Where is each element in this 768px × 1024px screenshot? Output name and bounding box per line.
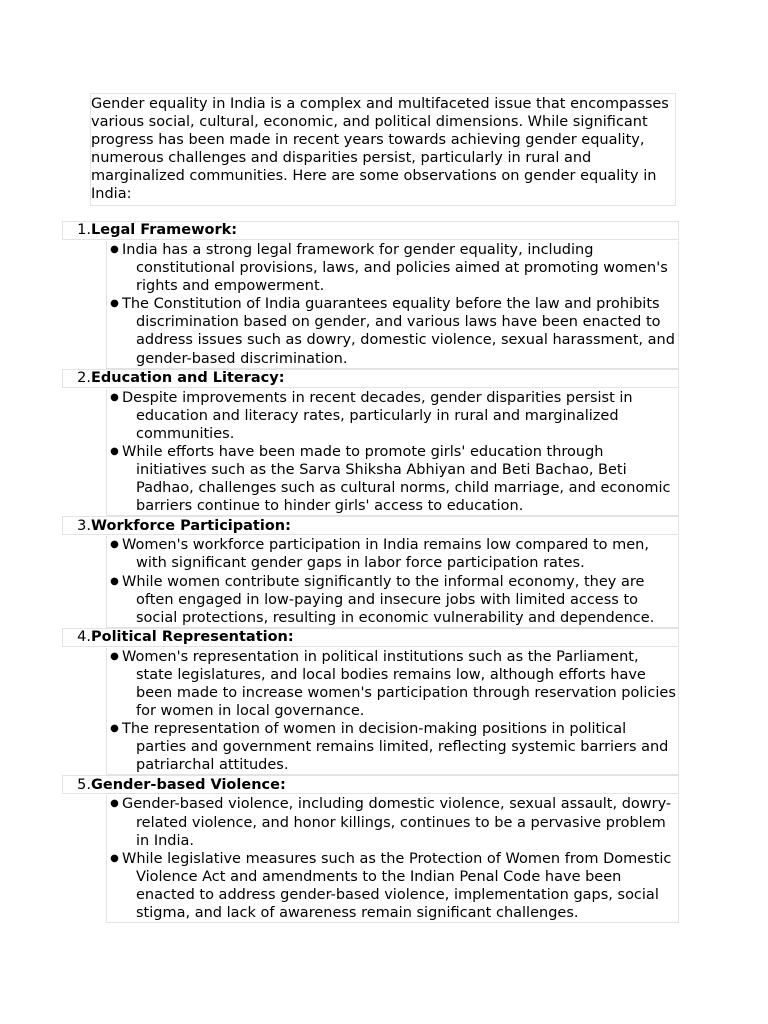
list-section (62, 628, 679, 776)
bullet-text: While women contribute significantly to the informal economy, they are often engaged in low-paying and insecure jobs with limited access to social protections, resulting in economic vulnerability and dependence. (122, 573, 655, 626)
section-header (62, 369, 679, 388)
section-header (62, 628, 679, 647)
bullet-text: The Constitution of India guarantees equality before the law and prohibits discrimination based on gender, and various laws have been enacted to address issues such as dowry, domestic violence, sexual harassment, and gender-based discrimination. (122, 296, 675, 367)
list-item (107, 295, 678, 367)
observations-list (62, 221, 679, 923)
bullet-text: Despite improvements in recent decades, gender disparities persist in education and literacy rates, particularly in rural and marginalized communities. (122, 389, 633, 442)
bullet-list (106, 241, 679, 369)
list-item (107, 648, 678, 720)
section-number: 2. (77, 370, 91, 387)
section-header (62, 221, 679, 240)
bullet-icon: ● (110, 650, 119, 662)
bullet-text: Women's representation in political institutions such as the Parliament, state legislatures, and local bodies remains low, although efforts have been made to increase women's participation through reservation policies for women in local governance. (122, 648, 676, 720)
section-title: Gender-based Violence: (91, 776, 286, 793)
section-title: Education and Literacy: (91, 370, 285, 387)
bullet-list (106, 536, 679, 627)
list-section (62, 369, 679, 517)
section-number: 3. (77, 517, 91, 534)
list-item (107, 850, 678, 922)
list-item (107, 573, 678, 627)
bullet-icon: ● (110, 445, 119, 457)
bullet-icon: ● (110, 723, 119, 735)
section-title: Legal Framework: (91, 222, 238, 239)
bullet-icon: ● (110, 798, 119, 810)
list-section (62, 516, 679, 627)
section-header (62, 775, 679, 794)
bullet-list (106, 648, 679, 776)
list-section (62, 221, 679, 369)
section-title: Workforce Participation: (91, 517, 291, 534)
bullet-list (106, 389, 679, 517)
bullet-text: Women's workforce participation in India remains low compared to men, with significant gender gaps in labor force participation rates. (122, 537, 649, 572)
list-item (107, 241, 678, 295)
bullet-icon: ● (110, 539, 119, 551)
bullet-icon: ● (110, 391, 119, 403)
intro-paragraph: Gender equality in India is a complex and multifaceted issue that encompasses various social, cultural, economic, and political dimensions. While significant progress has been made in recent years towards achieving gender equality, numerous challenges and disparities persist, particularly in rural and marginalized communities. Here are some observations on gender equality in India: (90, 93, 676, 206)
bullet-text: While legislative measures such as the Protection of Women from Domestic Violence Act and amendments to the Indian Penal Code have been enacted to address gender-based violence, implementation gaps, social stigma, and lack of awareness remain significant challenges. (122, 850, 672, 921)
list-item (107, 536, 678, 572)
list-section (62, 775, 679, 923)
bullet-text: While efforts have been made to promote girls' education through initiatives such as the Sarva Shiksha Abhiyan and Beti Bachao, Beti Padhao, challenges such as cultural norms, child marriage, and economic barriers continue to hinder girls' access to education. (122, 443, 671, 515)
list-item (107, 443, 678, 515)
section-number: 4. (77, 629, 91, 646)
section-header (62, 516, 679, 535)
list-item (107, 795, 678, 849)
bullet-icon: ● (110, 244, 119, 255)
list-item (107, 720, 678, 774)
bullet-icon: ● (110, 852, 119, 864)
bullet-text: The representation of women in decision-making positions in political parties and government remains limited, reflecting systemic barriers and patriarchal attitudes. (122, 721, 669, 774)
list-item (107, 389, 678, 443)
section-title: Political Representation: (91, 629, 294, 646)
bullet-text: Gender-based violence, including domestic violence, sexual assault, dowry-related violence, and honor killings, continues to be a pervasive problem in India. (122, 796, 672, 849)
bullet-list (106, 795, 679, 923)
bullet-icon: ● (110, 575, 119, 587)
section-number: 5. (77, 776, 91, 793)
bullet-icon: ● (110, 298, 119, 310)
bullet-text: India has a strong legal framework for gender equality, including constitutional provisions, laws, and policies aimed at promoting women's rights and empowerment. (122, 242, 668, 295)
section-number: 1. (77, 222, 91, 239)
